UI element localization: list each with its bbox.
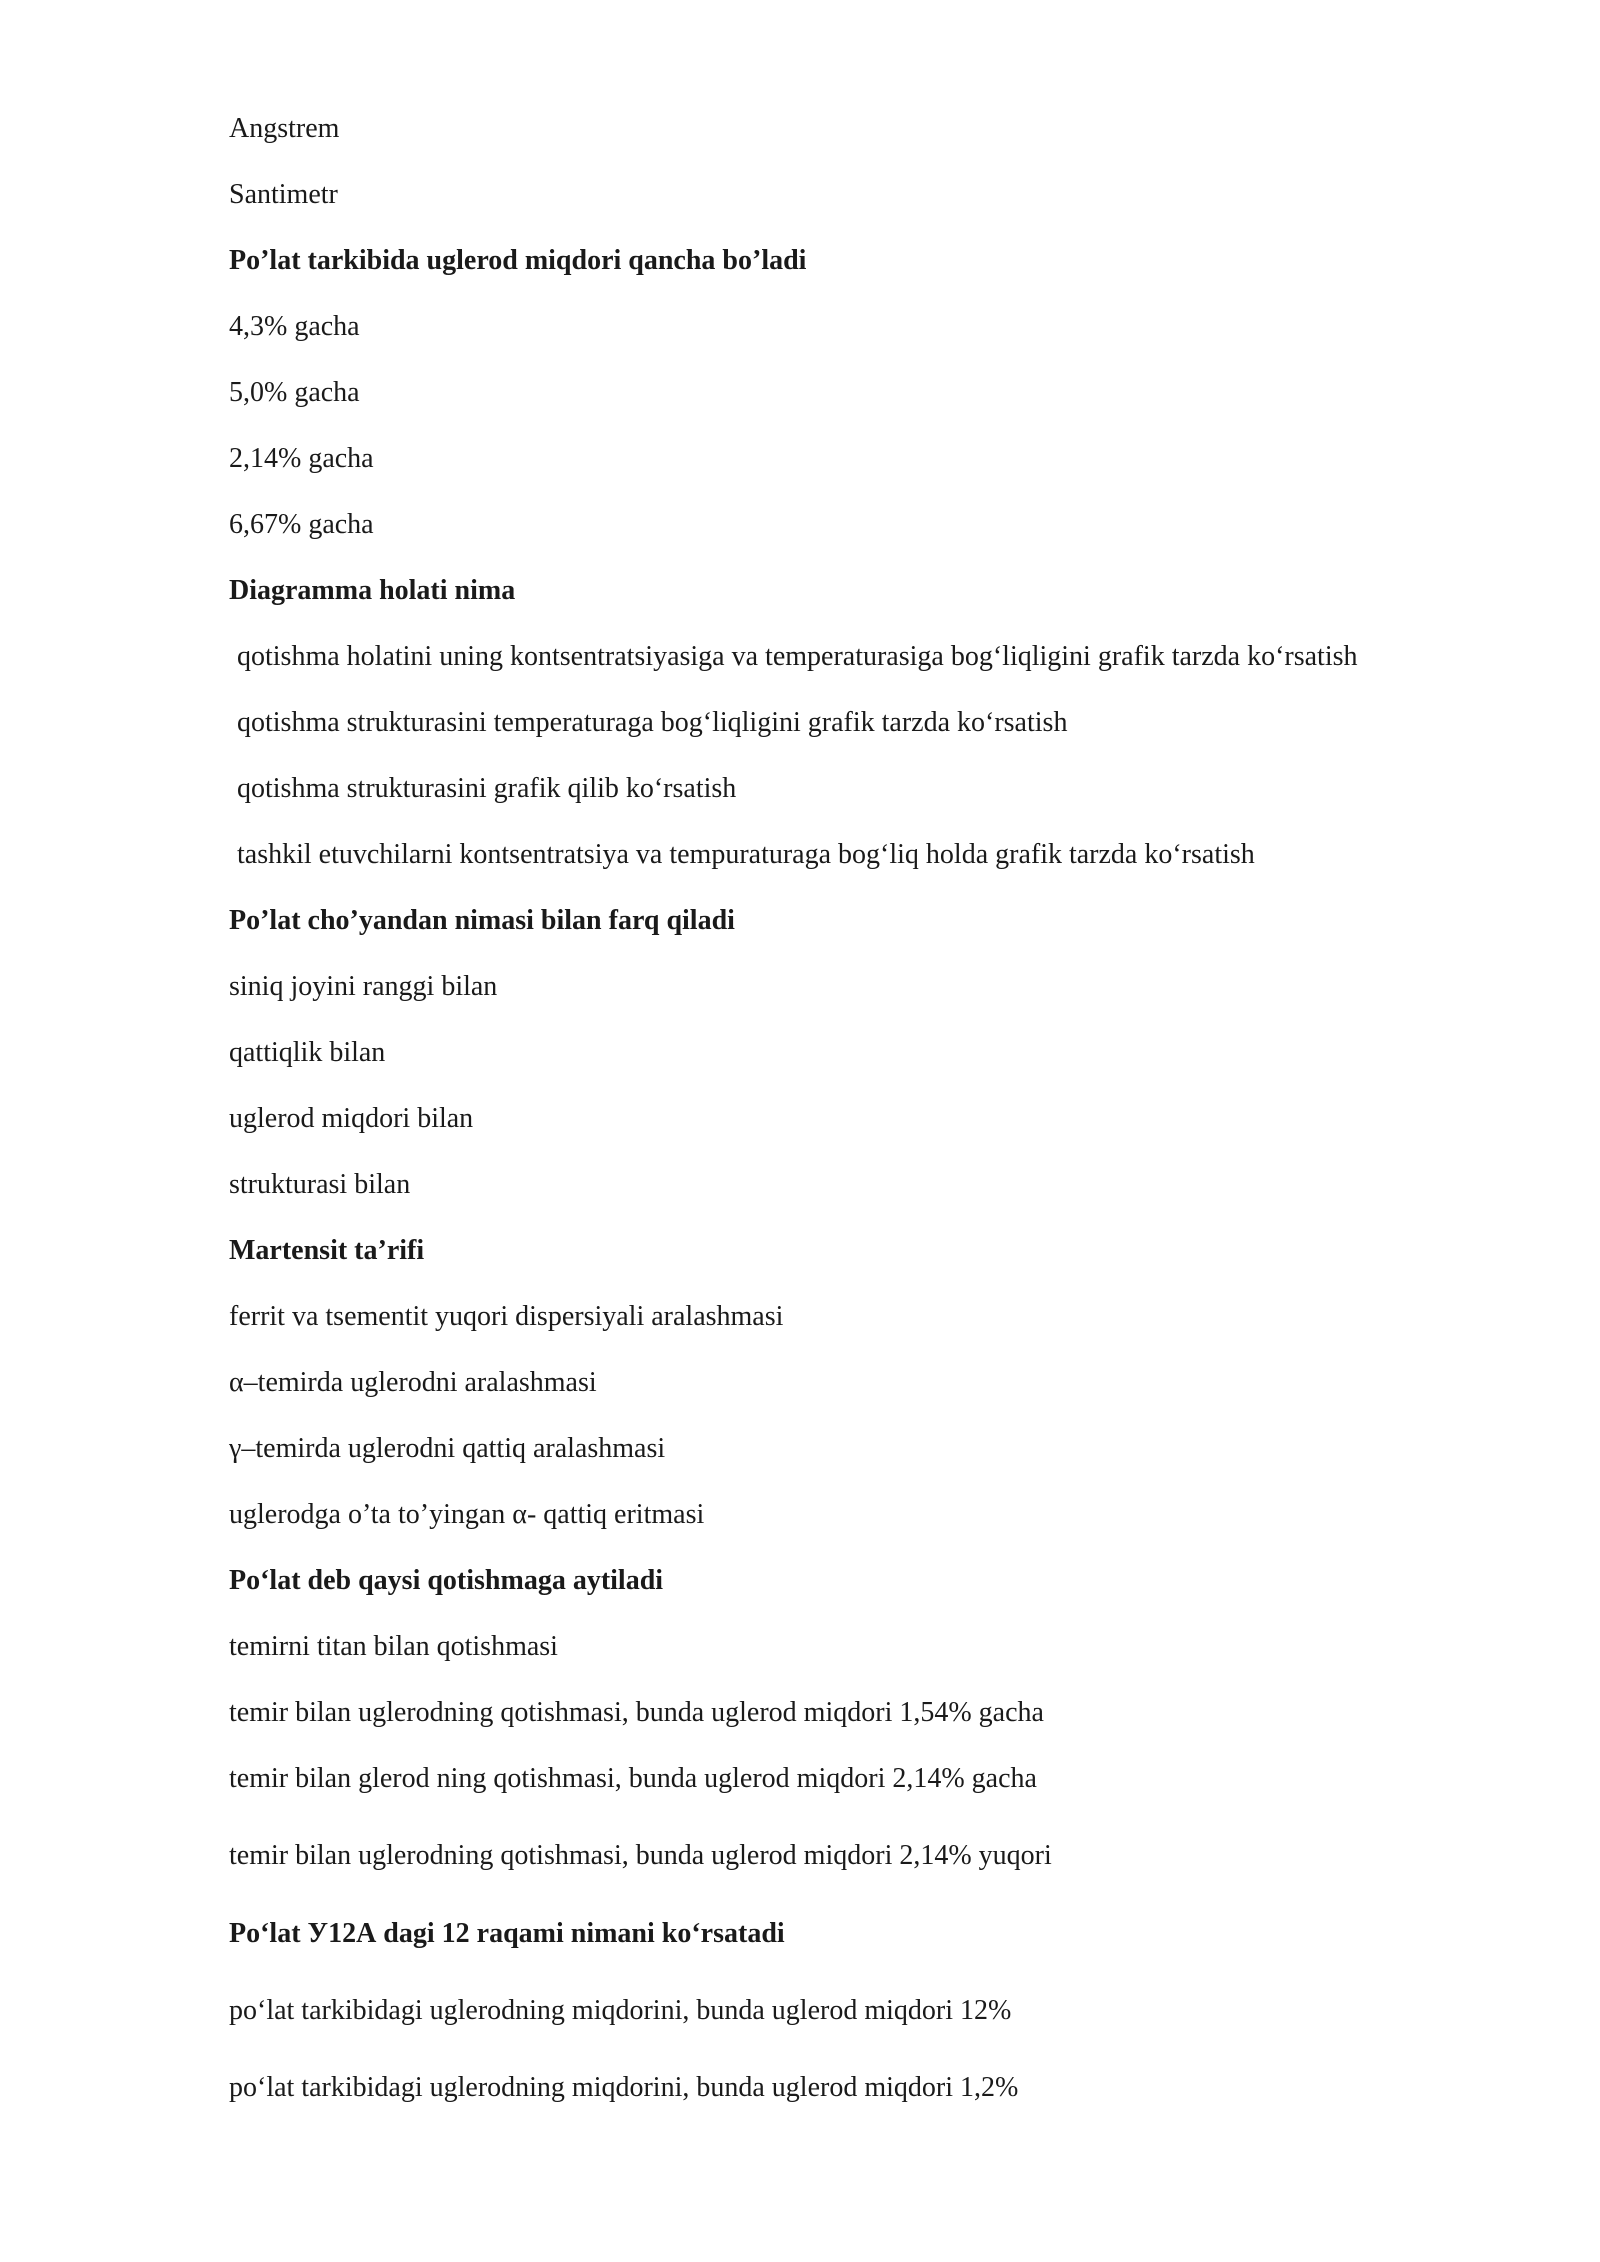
question-heading: Po’lat tarkibida uglerod miqdori qancha bo’ladi <box>229 245 807 276</box>
answer-option: po‘lat tarkibidagi uglerodning miqdorini, bunda uglerod miqdori 12% <box>229 1995 1012 2026</box>
answer-option: uglerodga o’ta to’yingan α- qattiq eritmasi <box>229 1499 705 1530</box>
answer-option: temir bilan uglerodning qotishmasi, bunda uglerod miqdori 1,54% gacha <box>229 1697 1044 1728</box>
question-heading: Diagramma holati nima <box>229 575 516 606</box>
answer-option: α–temirda uglerodni aralashmasi <box>229 1367 597 1398</box>
question-heading: Po‘lat deb qaysi qotishmaga aytiladi <box>229 1565 664 1596</box>
answer-option: Angstrem <box>229 113 340 144</box>
answer-option: qattiqlik bilan <box>229 1037 386 1068</box>
answer-option: temir bilan uglerodning qotishmasi, bunda uglerod miqdori 2,14% yuqori <box>229 1840 1052 1871</box>
answer-option: qotishma strukturasini grafik qilib ko‘rsatish <box>237 773 737 804</box>
answer-option: strukturasi bilan <box>229 1169 411 1200</box>
answer-option: qotishma strukturasini temperaturaga bog‘liqligini grafik tarzda ko‘rsatish <box>237 707 1068 738</box>
answer-option: 6,67% gacha <box>229 509 374 540</box>
answer-option: 4,3% gacha <box>229 311 360 342</box>
answer-option: siniq joyini ranggi bilan <box>229 971 498 1002</box>
question-heading: Martensit ta’rifi <box>229 1235 425 1266</box>
answer-option: 2,14% gacha <box>229 443 374 474</box>
answer-option: qotishma holatini uning kontsentratsiyasiga va temperaturasiga bog‘liqligini grafik tarzda ko‘rsatish <box>237 641 1358 672</box>
answer-option: 5,0% gacha <box>229 377 360 408</box>
answer-option: ferrit va tsementit yuqori dispersiyali aralashmasi <box>229 1301 784 1332</box>
question-heading: Po‘lat У12А dagi 12 raqami nimani ko‘rsatadi <box>229 1918 785 1949</box>
answer-option: γ–temirda uglerodni qattiq aralashmasi <box>229 1433 666 1464</box>
answer-option: po‘lat tarkibidagi uglerodning miqdorini, bunda uglerod miqdori 1,2% <box>229 2072 1019 2103</box>
answer-option: tashkil etuvchilarni kontsentratsiya va tempuraturaga bog‘liq holda grafik tarzda ko‘rsatish <box>237 839 1255 870</box>
question-heading: Po’lat cho’yandan nimasi bilan farq qiladi <box>229 905 735 936</box>
answer-option: temirni titan bilan qotishmasi <box>229 1631 558 1662</box>
answer-option: uglerod miqdori bilan <box>229 1103 474 1134</box>
answer-option: temir bilan glerod ning qotishmasi, bunda uglerod miqdori 2,14% gacha <box>229 1763 1037 1794</box>
answer-option: Santimetr <box>229 179 338 210</box>
